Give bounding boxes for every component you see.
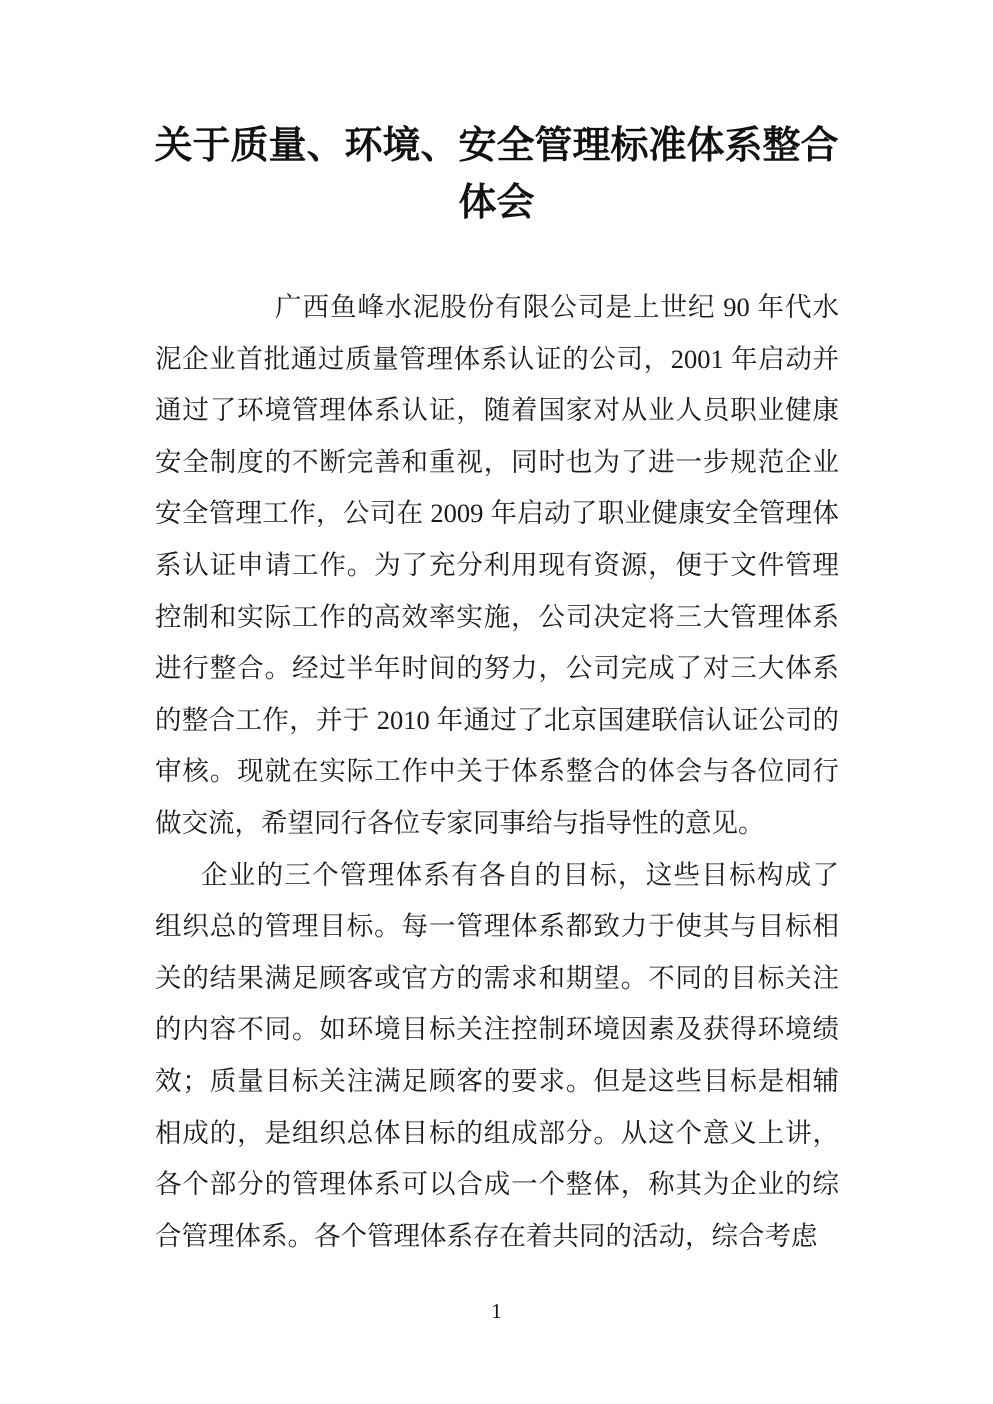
text-line: 广西鱼峰水泥股份有限公司是上世纪 90 年代水 bbox=[275, 292, 839, 322]
document-body bbox=[155, 282, 839, 1262]
text-line: 相成的，是组织总体目标的组成部分。从这个意义上讲， bbox=[155, 1117, 839, 1148]
text-line: 通过了环境管理体系认证，随着国家对从业人员职业健康 bbox=[155, 395, 839, 426]
paragraph bbox=[155, 282, 839, 850]
text-line: 效；质量目标关注满足顾客的要求。但是这些目标是相辅 bbox=[155, 1065, 839, 1096]
text-line: 控制和实际工作的高效率实施，公司决定将三大管理体系 bbox=[155, 601, 839, 632]
text-line: 审核。现就在实际工作中关于体系整合的体会与各位同行 bbox=[155, 756, 839, 787]
page-number: 1 bbox=[491, 1299, 502, 1323]
text-line: 的内容不同。如环境目标关注控制环境因素及获得环境绩 bbox=[155, 1014, 839, 1045]
text-line: 关的结果满足顾客或官方的需求和期望。不同的目标关注 bbox=[155, 962, 839, 993]
text-line: 进行整合。经过半年时间的努力，公司完成了对三大体系 bbox=[155, 653, 839, 684]
title-line-2: 体会 bbox=[458, 182, 535, 224]
text-line: 泥企业首批通过质量管理体系认证的公司，2001 年启动并 bbox=[155, 343, 839, 374]
text-line: 安全管理工作，公司在 2009 年启动了职业健康安全管理体 bbox=[155, 498, 839, 529]
paragraph bbox=[155, 850, 839, 1263]
text-line: 组织总的管理目标。每一管理体系都致力于使其与目标相 bbox=[155, 911, 839, 942]
text-line: 企业的三个管理体系有各自的目标，这些目标构成了 bbox=[201, 859, 839, 890]
text-line: 安全制度的不断完善和重视，同时也为了进一步规范企业 bbox=[155, 446, 839, 477]
document-title bbox=[0, 118, 993, 232]
text-line: 合管理体系。各个管理体系存在着共同的活动，综合考虑 bbox=[155, 1220, 818, 1251]
text-line: 各个部分的管理体系可以合成一个整体，称其为企业的综 bbox=[155, 1169, 839, 1200]
title-line-1: 关于质量、环境、安全管理标准体系整合 bbox=[154, 125, 839, 167]
text-line: 做交流，希望同行各位专家同事给与指导性的意见。 bbox=[155, 807, 765, 838]
text-line: 的整合工作，并于 2010 年通过了北京国建联信认证公司的 bbox=[155, 704, 839, 735]
text-line: 系认证申请工作。为了充分利用现有资源，便于文件管理 bbox=[155, 549, 839, 580]
